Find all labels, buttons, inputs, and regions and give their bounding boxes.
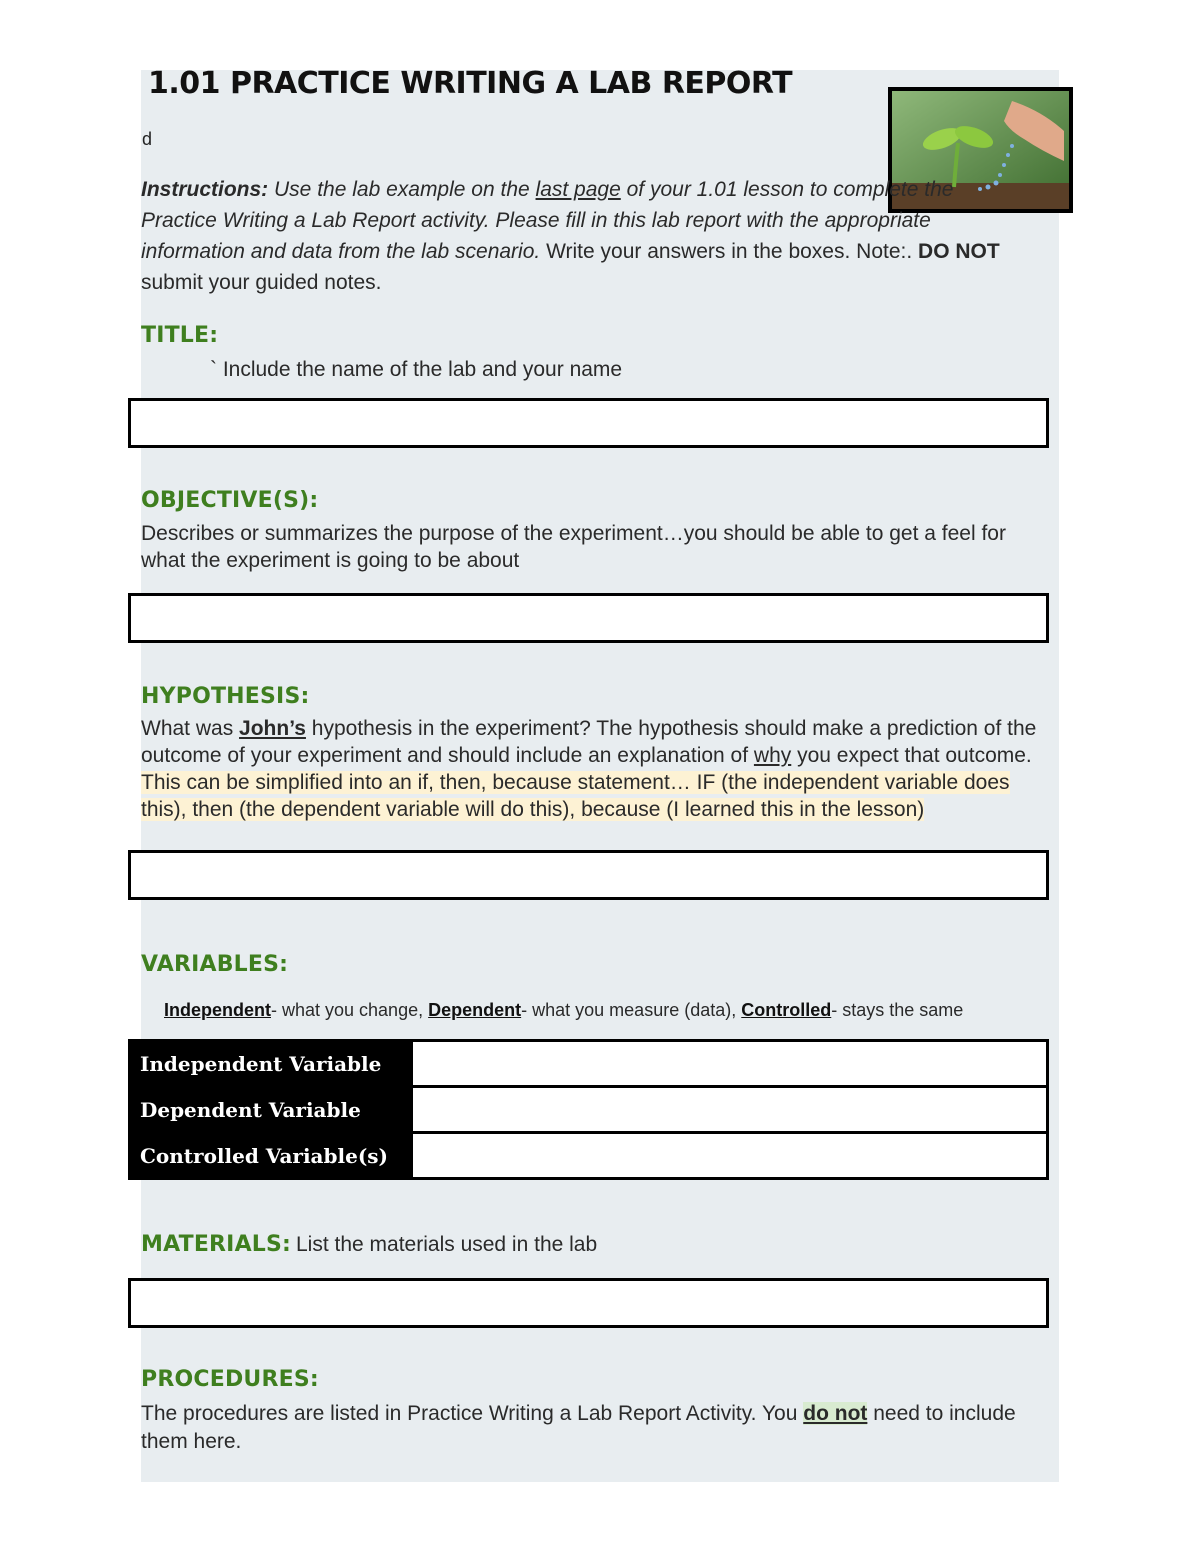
title-desc: ` Include the name of the lab and your name bbox=[210, 358, 623, 381]
materials-heading: MATERIALS: bbox=[141, 1232, 292, 1257]
hypothesis-desc: What was John’s hypothesis in the experiment? The hypothesis should make a prediction of the outcome of your experiment and should include an explanation of why you expect that outcome. This can be simplified into an if, then, because statement… IF (the independent variable does this), then (the dependent variable will do this), because (I learned this in the lesson) bbox=[141, 717, 1037, 821]
variables-table bbox=[128, 1039, 1049, 1180]
procedures-heading: PROCEDURES: bbox=[141, 1367, 319, 1392]
variable-label: Controlled Variable(s) bbox=[130, 1133, 412, 1179]
variables-heading: VARIABLES: bbox=[141, 952, 289, 977]
dependent-variable-input[interactable] bbox=[412, 1087, 1048, 1133]
variables-legend: Independent- what you change, Dependent- what you measure (data), Controlled- stays the same bbox=[164, 1000, 964, 1020]
hypothesis-answer-box[interactable] bbox=[128, 850, 1049, 900]
stray-character: d bbox=[142, 129, 153, 149]
title-heading: TITLE: bbox=[141, 323, 219, 348]
document-title: 1.01 PRACTICE WRITING A LAB REPORT bbox=[148, 66, 793, 101]
variable-label: Dependent Variable bbox=[130, 1087, 412, 1133]
hypothesis-heading: HYPOTHESIS: bbox=[141, 684, 310, 709]
table-row bbox=[130, 1041, 1048, 1087]
variable-label: Independent Variable bbox=[130, 1041, 412, 1087]
materials-desc: List the materials used in the lab bbox=[296, 1233, 598, 1256]
controlled-variables-input[interactable] bbox=[412, 1133, 1048, 1179]
independent-variable-input[interactable] bbox=[412, 1041, 1048, 1087]
table-row bbox=[130, 1133, 1048, 1179]
objective-answer-box[interactable] bbox=[128, 593, 1049, 643]
procedures-desc: The procedures are listed in Practice Writing a Lab Report Activity. You do not need to include them here. bbox=[141, 1402, 1016, 1453]
hypothesis-highlight: This can be simplified into an if, then, because statement… IF (the independent variable does this), then (the dependent variable will do this), because (I learned this in the lesson) bbox=[141, 771, 1010, 821]
objective-desc: Describes or summarizes the purpose of the experiment…you should be able to get a feel for what the experiment is going to be about bbox=[141, 522, 1006, 572]
table-row bbox=[130, 1087, 1048, 1133]
last-page-link[interactable]: last page bbox=[535, 178, 621, 201]
materials-answer-box[interactable] bbox=[128, 1278, 1049, 1328]
instructions-block: Instructions: Use the lab example on the last page of your 1.01 lesson to complete the Practice Writing a Lab Report activity. Please fill in this lab report with the appropriate information and data from the lab scenario. Write your answers in the boxes. Note:. DO NOT submit your guided notes. bbox=[141, 178, 1000, 294]
objective-heading: OBJECTIVE(S): bbox=[141, 488, 319, 513]
title-answer-box[interactable] bbox=[128, 398, 1049, 448]
